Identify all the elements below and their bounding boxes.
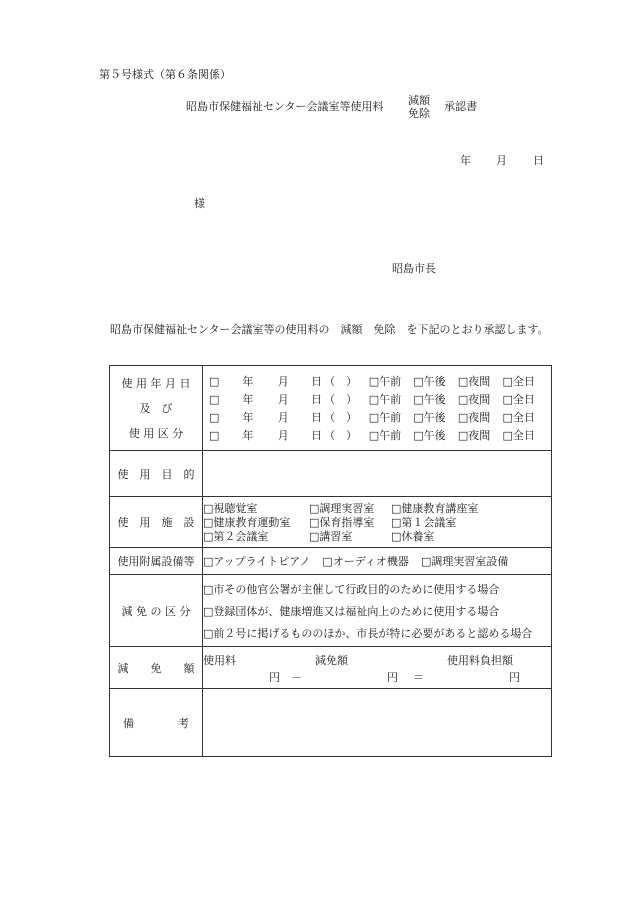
- year-label: 年: [242, 393, 254, 406]
- reduction-category-cell: [203, 575, 552, 647]
- approval-form-table: [109, 365, 552, 757]
- year-label: 年: [242, 411, 254, 424]
- weekday-paren: （ ）: [324, 375, 358, 388]
- remarks-field[interactable]: [203, 689, 552, 757]
- weekday-paren: （ ）: [324, 429, 358, 442]
- month-label: 月: [277, 393, 289, 406]
- time-slot-option[interactable]: □午後: [413, 375, 446, 388]
- month-label: 月: [277, 375, 289, 388]
- facility-option[interactable]: □健康教育講座室: [391, 502, 479, 515]
- burden-header: 使用料負担額: [447, 653, 513, 667]
- usage-date-label-line-1: 使 用 年 月 日: [121, 376, 191, 390]
- row-usage-date: [110, 366, 552, 451]
- time-slot-option[interactable]: □全日: [502, 393, 535, 406]
- addressee-suffix: 様: [194, 197, 205, 210]
- row-purpose: [110, 451, 552, 497]
- reduction-category-label: 減 免 の 区 分: [110, 575, 203, 647]
- reduction-unit: 円: [387, 670, 398, 684]
- usage-date-row: [209, 390, 547, 408]
- title-suffix: 承認書: [444, 100, 477, 113]
- time-slot-option[interactable]: □午前: [368, 375, 402, 388]
- day-label: 日: [311, 375, 323, 388]
- equipment-option[interactable]: □調理実習室設備: [420, 555, 509, 568]
- usage-date-row: [209, 372, 547, 390]
- day-label: 日: [311, 393, 323, 406]
- date-checkbox[interactable]: □: [209, 428, 220, 442]
- time-slot-option[interactable]: □夜間: [457, 411, 491, 424]
- row-reduction-category: [110, 575, 552, 647]
- row-facilities: [110, 497, 552, 548]
- usage-date-cell: [203, 366, 552, 451]
- burden-unit: 円: [509, 670, 520, 684]
- equipment-option[interactable]: □オーディオ機器: [322, 555, 409, 568]
- day-label: 日: [311, 411, 323, 424]
- equipment-label: 使用附属設備等: [110, 548, 203, 575]
- reduction-category-option[interactable]: □市その他官公署が主催して行政目的のために使用する場合: [203, 582, 500, 596]
- equipment-cell: [203, 548, 552, 575]
- weekday-paren: （ ）: [324, 393, 358, 406]
- time-slot-option[interactable]: □夜間: [457, 375, 491, 388]
- date-checkbox[interactable]: □: [209, 392, 220, 406]
- facility-row: [203, 515, 551, 529]
- year-label: 年: [242, 375, 254, 388]
- time-slot-option[interactable]: □午前: [368, 411, 402, 424]
- title-option-reduction: 減額: [408, 94, 430, 107]
- time-slot-option[interactable]: □午前: [368, 429, 402, 442]
- facility-option[interactable]: □第２会議室: [203, 530, 269, 543]
- usage-date-row: [209, 426, 547, 444]
- purpose-field[interactable]: [203, 451, 552, 497]
- issuer-name: 昭島市長: [392, 262, 436, 275]
- month-label: 月: [277, 429, 289, 442]
- facilities-cell: [203, 497, 552, 548]
- reduction-amount-label: 減 免 額: [110, 647, 203, 689]
- reduction-category-option[interactable]: □前２号に掲げるもののほか、市長が特に必要があると認める場合: [203, 626, 533, 640]
- facility-row: [203, 529, 551, 543]
- reduction-amount-cell: [203, 647, 552, 689]
- facility-option[interactable]: □視聴覚室: [203, 502, 258, 515]
- time-slot-option[interactable]: □全日: [502, 411, 535, 424]
- document-title: 昭島市保健福祉センター会議室等使用料: [186, 100, 384, 113]
- equals-sign: ＝: [413, 670, 424, 684]
- time-slot-option[interactable]: □午後: [413, 393, 446, 406]
- date-month-label: 月: [496, 154, 507, 167]
- time-slot-option[interactable]: □全日: [502, 375, 535, 388]
- row-reduction-amount: [110, 647, 552, 689]
- date-day-label: 日: [533, 154, 544, 167]
- facility-option[interactable]: □第１会議室: [391, 516, 457, 529]
- facility-option[interactable]: □休養室: [391, 530, 435, 543]
- time-slot-option[interactable]: □夜間: [457, 429, 491, 442]
- minus-sign: －: [291, 670, 302, 684]
- body-text: 昭島市保健福祉センター会議室等の使用料の 減額 免除 を下記のとおり承認します。: [110, 323, 549, 336]
- reduction-header: 減免額: [315, 653, 348, 667]
- fee-unit: 円: [269, 670, 280, 684]
- row-remarks: [110, 689, 552, 757]
- reduction-category-option[interactable]: □登録団体が、健康増進又は福祉向上のために使用する場合: [203, 604, 500, 618]
- facility-option[interactable]: □保育指導室: [309, 516, 375, 529]
- time-slot-option[interactable]: □夜間: [457, 393, 491, 406]
- usage-date-label: [110, 366, 203, 451]
- date-year-label: 年: [460, 154, 471, 167]
- month-label: 月: [277, 411, 289, 424]
- usage-date-label-line-3: 使 用 区 分: [128, 427, 184, 441]
- usage-date-label-line-2: 及 び: [139, 401, 173, 415]
- weekday-paren: （ ）: [324, 411, 358, 424]
- day-label: 日: [311, 429, 323, 442]
- form-number: 第５号様式（第６条関係）: [99, 68, 231, 81]
- date-checkbox[interactable]: □: [209, 410, 220, 424]
- facility-option[interactable]: □調理実習室: [309, 502, 375, 515]
- facility-option[interactable]: □講習室: [309, 530, 353, 543]
- title-option-exemption: 免除: [408, 107, 430, 120]
- remarks-label: 備 考: [110, 689, 203, 757]
- time-slot-option[interactable]: □午後: [413, 411, 446, 424]
- facilities-label: 使 用 施 設: [110, 497, 203, 548]
- row-equipment: [110, 548, 552, 575]
- usage-date-row: [209, 408, 547, 426]
- fee-header: 使用料: [203, 653, 236, 667]
- time-slot-option[interactable]: □午前: [368, 393, 402, 406]
- date-checkbox[interactable]: □: [209, 374, 220, 388]
- facility-row: [203, 501, 551, 515]
- equipment-option[interactable]: □アップライトピアノ: [203, 555, 311, 568]
- year-label: 年: [242, 429, 254, 442]
- purpose-label: 使 用 目 的: [110, 451, 203, 497]
- time-slot-option[interactable]: □午後: [413, 429, 446, 442]
- time-slot-option[interactable]: □全日: [502, 429, 535, 442]
- facility-option[interactable]: □健康教育運動室: [203, 516, 291, 529]
